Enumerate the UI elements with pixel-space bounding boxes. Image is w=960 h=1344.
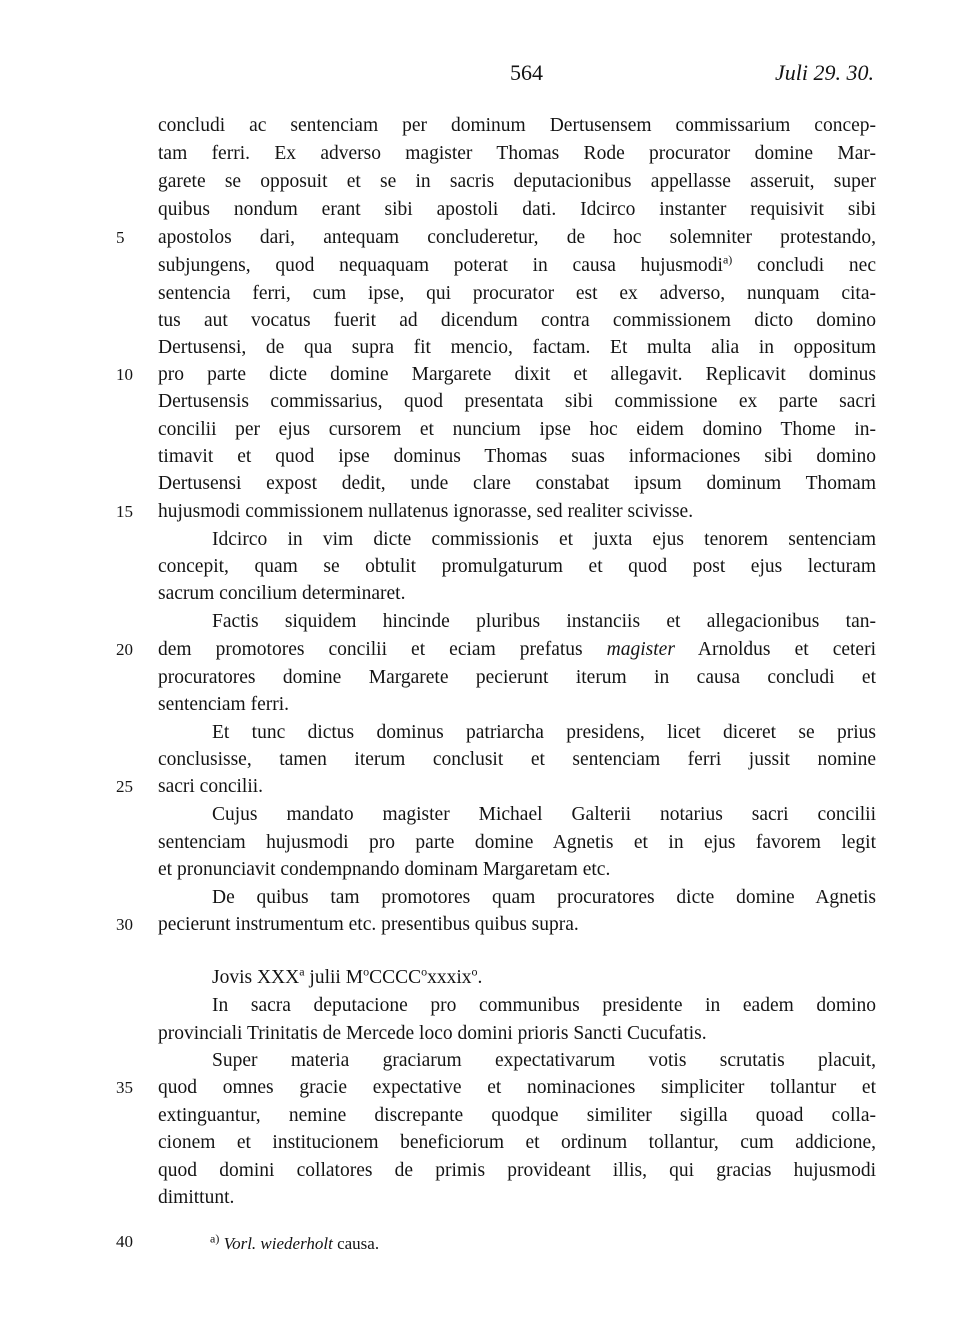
superscript: o xyxy=(421,964,428,979)
superscript: o xyxy=(471,964,478,979)
line-number: 35 xyxy=(116,1078,133,1097)
text-line: sentenciam hujusmodi pro parte domine Agnetis et in ejus favorem legit xyxy=(158,832,876,853)
text-line: extinguantur, nemine discrepante quodque similiter sigilla quoad colla- xyxy=(158,1105,876,1126)
text-line: garete se opposuit et se in sacris deputacionibus appellasse asseruit, super xyxy=(158,171,876,192)
text-line: procuratores domine Margarete pecierunt iterum in causa concludi et xyxy=(158,667,876,688)
text-line: concludi ac sentenciam per dominum Dertusensem commissarium concep- xyxy=(158,115,876,136)
running-date: Juli 29. 30. xyxy=(775,60,874,85)
line-number: 30 xyxy=(116,915,133,934)
text-line: tam ferri. Ex adverso magister Thomas Rode procurator domine Mar- xyxy=(158,143,876,164)
text-line: Et tunc dictus dominus patriarcha presidens, licet diceret se prius xyxy=(212,722,876,743)
text-segment: dem promotores concilii et eciam prefatus xyxy=(158,639,583,660)
superscript: o xyxy=(363,964,370,979)
text-line: sentencia ferri, cum ipse, qui procurator est ex adverso, nunquam cita- xyxy=(158,283,876,304)
text-line xyxy=(158,252,876,279)
superscript: a xyxy=(299,964,305,979)
text-line: Dertusensi expost dedit, unde clare constabat ipsum dominum Thomam xyxy=(158,473,876,494)
text-line: Idcirco in vim dicte commissionis et juxta ejus tenorem sentenciam xyxy=(212,529,876,550)
text-line: conclusisse, tamen iterum conclusit et sentenciam ferri jussit nomine xyxy=(158,749,876,770)
text-line: pecierunt instrumentum etc. presentibus quibus supra. xyxy=(158,914,579,935)
text-line: apostolos dari, antequam concluderetur, de hoc solemniter protestando, xyxy=(158,227,876,248)
text-line: Factis siquidem hincinde pluribus instanciis et allegacionibus tan- xyxy=(212,611,876,632)
text-line: pro parte dicte domine Margarete dixit et allegavit. Replicavit dominus xyxy=(158,364,876,385)
text-segment: Jovis XXX xyxy=(212,967,300,988)
text-line: Dertusensis commissarius, quod presentata sibi commissione ex parte sacri xyxy=(158,391,876,412)
text-line: Dertusensi, de qua supra fit mencio, factam. Et multa alia in oppositum xyxy=(158,337,876,358)
text-line: Super materia graciarum expectativarum votis scrutatis placuit, xyxy=(212,1050,876,1071)
text-line: concilii per ejus cursorem et nuncium ipse hoc eidem domino Thome in- xyxy=(158,419,876,440)
text-line: cionem et institucionem beneficiorum et ordinum tollantur, cum addicione, xyxy=(158,1132,876,1153)
text-line: quod domini collatores de primis provideant illis, qui gracias hujusmodi xyxy=(158,1160,876,1181)
text-line: dimittunt. xyxy=(158,1187,235,1208)
text-line: concepit, quam se obtulit promulgaturum et quod post ejus lecturam xyxy=(158,556,876,577)
page-number: 564 xyxy=(510,60,543,85)
text-line: Cujus mandato magister Michael Galterii notarius sacri concilii xyxy=(212,804,876,825)
text-segment: Arnoldus et ceteri xyxy=(697,639,876,660)
line-number: 5 xyxy=(116,228,125,247)
text-line: timavit et quod ipse dominus Thomas suas informaciones sibi domino xyxy=(158,446,876,467)
line-number: 15 xyxy=(116,502,133,521)
text-line: tus aut vocatus fuerit ad dicendum contra commissionem dicto domino xyxy=(158,310,876,331)
footnote-marker: a) xyxy=(210,1231,220,1246)
text-segment: . xyxy=(477,967,483,988)
footnote-marker: a) xyxy=(722,252,733,267)
text-line: et pronunciavit condempnando dominam Margaretam etc. xyxy=(158,859,611,880)
text-segment: xxxix xyxy=(427,967,472,988)
text-line: sentenciam ferri. xyxy=(158,694,290,715)
text-segment: julii M xyxy=(304,967,364,988)
text-line: In sacra deputacione pro communibus presidente in eadem domino xyxy=(212,995,876,1016)
line-number: 20 xyxy=(116,640,133,659)
text-line: De quibus tam promotores quam procuratores dicte domine Agnetis xyxy=(212,887,876,908)
line-number: 10 xyxy=(116,365,133,384)
text-line: quod omnes gracie expectative et nominaciones simpliciter tollantur et xyxy=(158,1077,876,1098)
text-line xyxy=(158,636,876,663)
text-line: sacrum concilium determinaret. xyxy=(158,583,406,604)
page-header xyxy=(158,60,876,90)
line-number: 40 xyxy=(116,1232,133,1251)
footnote xyxy=(210,1232,379,1256)
footnote-text: causa. xyxy=(337,1234,380,1253)
text-line: sacri concilii. xyxy=(158,776,264,797)
text-segment: subjungens, quod nequaquam poterat in causa hujusmodi xyxy=(158,255,723,276)
line-number: 25 xyxy=(116,777,133,796)
italic-word: magister xyxy=(606,639,675,660)
text-line: hujusmodi commissionem nullatenus ignorasse, sed realiter scivisse. xyxy=(158,501,694,522)
text-segment: CCCC xyxy=(369,967,422,988)
text-segment: concludi nec xyxy=(757,255,876,276)
text-line: provinciali Trinitatis de Mercede loco domini prioris Sancti Cucufatis. xyxy=(158,1023,707,1044)
text-line: quibus nondum erant sibi apostoli dati. Idcirco instanter requisivit sibi xyxy=(158,199,876,220)
footnote-label: Vorl. wiederholt xyxy=(223,1234,333,1253)
date-line xyxy=(158,964,876,991)
